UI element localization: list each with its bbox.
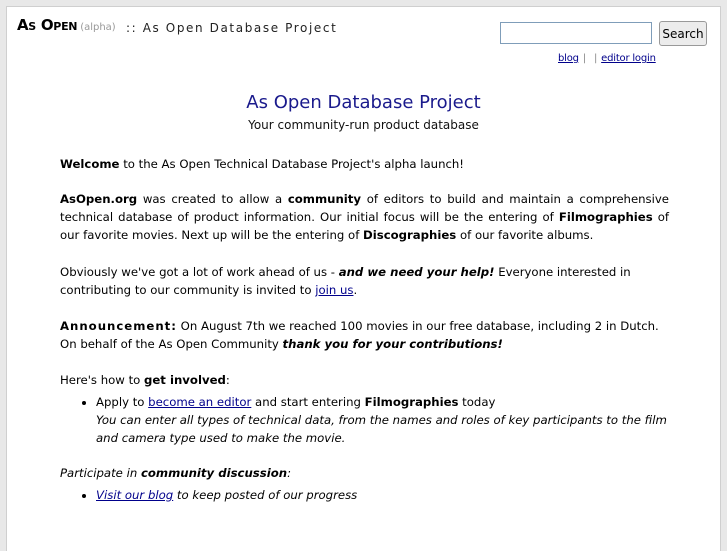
item-note: You can enter all types of technical data, from the names and roles of key participants to the film and camera type used to make the movie. bbox=[96, 413, 667, 445]
top-links bbox=[558, 53, 656, 64]
alpha-badge: (alpha) bbox=[80, 22, 116, 33]
discographies-bold: Discographies bbox=[363, 228, 457, 242]
involved-heading bbox=[60, 371, 669, 389]
help-emphasis: and we need your help! bbox=[338, 265, 495, 279]
participate-text-1: Participate in bbox=[60, 466, 141, 480]
search-button[interactable]: Search bbox=[659, 21, 707, 46]
site-name: AsOpen.org bbox=[60, 192, 138, 206]
filmographies-bold: Filmographies bbox=[558, 210, 653, 224]
involved-text-2: : bbox=[225, 373, 230, 387]
logo-text: As Open bbox=[17, 16, 78, 34]
participate-item-text: to keep posted of our progress bbox=[173, 488, 358, 502]
main-content bbox=[60, 155, 669, 504]
participate-list bbox=[60, 486, 669, 504]
community-bold: community bbox=[287, 192, 362, 206]
item-text-2: and start entering bbox=[251, 395, 365, 409]
link-separator: | bbox=[593, 53, 598, 64]
help-text-1: Obviously we've got a lot of work ahead of us - bbox=[60, 265, 339, 279]
list-item bbox=[96, 393, 669, 447]
announcement-label: Announcement: bbox=[60, 319, 177, 333]
list-item bbox=[96, 486, 669, 504]
page-title: As Open Database Project bbox=[246, 92, 481, 113]
item-text-3: today bbox=[458, 395, 496, 409]
announcement-thanks: thank you for your contributions! bbox=[282, 337, 503, 351]
announcement-paragraph bbox=[60, 317, 669, 353]
welcome-paragraph bbox=[60, 155, 669, 173]
visit-blog-link[interactable]: Visit our blog bbox=[96, 488, 174, 502]
link-separator: | bbox=[582, 53, 586, 64]
about-text-1: was created to allow a bbox=[137, 192, 288, 206]
join-us-link[interactable]: join us bbox=[315, 283, 354, 297]
about-paragraph bbox=[60, 190, 669, 244]
involved-bold: get involved bbox=[144, 373, 226, 387]
about-text-3: of our favorite movies. Next up will be the entering of bbox=[60, 210, 670, 242]
participate-bold: community discussion bbox=[140, 466, 288, 480]
search-input[interactable] bbox=[500, 22, 652, 44]
welcome-text: to the As Open Technical Database Project's alpha launch! bbox=[119, 157, 464, 171]
involved-text-1: Here's how to bbox=[60, 373, 145, 387]
page-frame bbox=[6, 6, 721, 551]
item-text-1: Apply to bbox=[96, 395, 149, 409]
blog-link[interactable]: blog bbox=[558, 53, 579, 64]
help-text-3: . bbox=[353, 283, 358, 297]
header-tagline: :: As Open Database Project bbox=[126, 21, 338, 35]
editor-login-link[interactable]: editor login bbox=[601, 53, 656, 64]
participate-heading bbox=[60, 464, 669, 482]
become-editor-link[interactable]: become an editor bbox=[148, 395, 252, 409]
site-logo[interactable] bbox=[17, 16, 116, 34]
about-text-4: of our favorite albums. bbox=[456, 228, 594, 242]
item-filmographies: Filmographies bbox=[364, 395, 459, 409]
help-text-2: Everyone interested in contributing to our community is invited to bbox=[60, 265, 631, 297]
about-text-2: of editors to build and maintain a comprehensive technical database of product information. Our initial focus will be the entering of bbox=[60, 192, 670, 224]
page-subtitle: Your community-run product database bbox=[248, 118, 479, 132]
welcome-bold: Welcome bbox=[60, 157, 120, 171]
participate-text-2: : bbox=[287, 466, 292, 480]
involved-list bbox=[60, 393, 669, 447]
help-paragraph bbox=[60, 263, 669, 299]
header bbox=[7, 7, 720, 81]
announcement-text: On August 7th we reached 100 movies in our free database, including 2 in Dutch. On behalf of the As Open Community bbox=[60, 319, 659, 351]
